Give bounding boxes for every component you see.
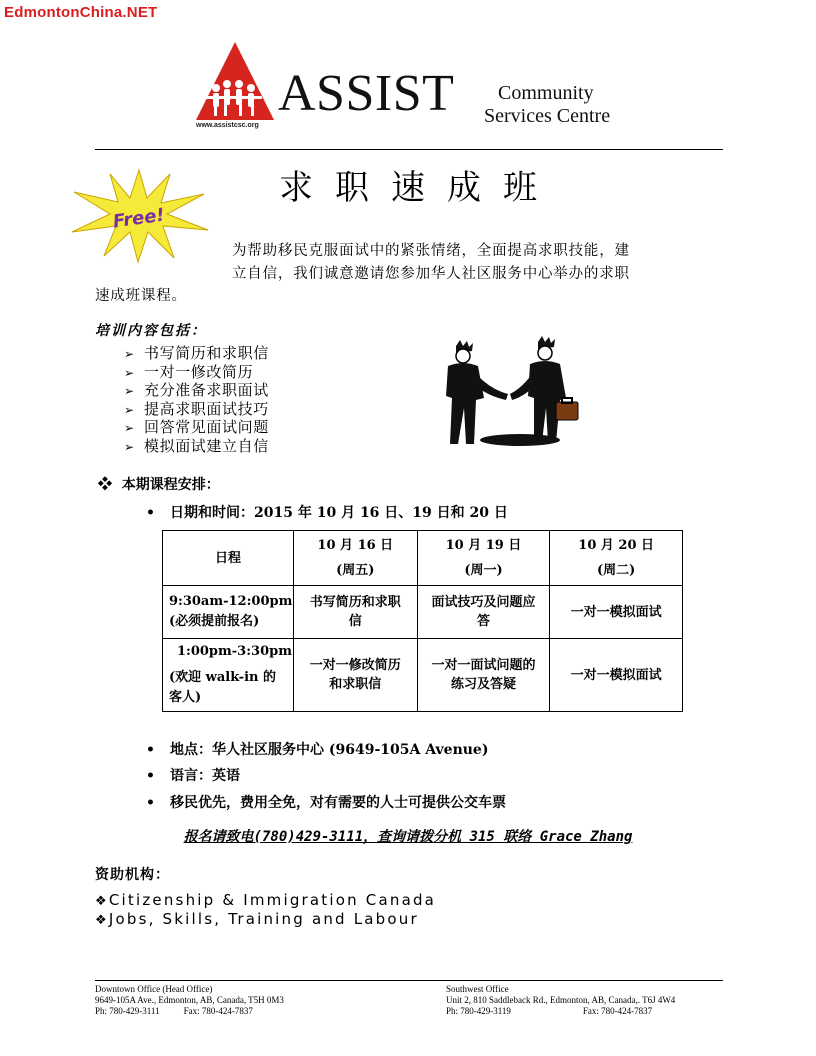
list-item [124,400,269,419]
bullet-dot-icon: • [146,795,155,811]
header-date: 10 月 20 日 [578,538,655,553]
schedule-heading [98,474,220,494]
table-cell-time [163,586,294,639]
table-cell: 一对一面试问题的练习及答疑 [417,639,550,712]
bullet-dot-icon: • [146,742,155,758]
arrow-bullet-icon: ➢ [124,347,135,361]
time-label: 1:00pm-3:30pm [177,644,292,659]
training-item-label: 回答常见面试问题 [144,418,269,437]
list-item [124,418,269,437]
bullet-dot-icon: • [146,505,155,521]
footer-office-title: Downtown Office (Head Office) [95,984,213,994]
table-cell: 书写简历和求职信 [293,586,417,639]
training-item-label: 模拟面试建立自信 [144,436,269,455]
list-item [124,381,269,400]
diamond-bullet-icon: ❖ [98,477,122,493]
schedule-heading-label: 本期课程安排： [121,477,220,493]
starburst-icon [66,168,212,264]
footer-office-phones [446,1006,675,1017]
header-date: 10 月 16 日 [317,538,394,553]
list-item [124,437,269,456]
footer-phone: Ph: 780-429-3111 [95,1006,160,1016]
sponsor-label: Citizenship & Immigration Canada [108,891,437,909]
logo-sub-line1: Community [498,82,594,104]
detail-priority [146,792,506,812]
footer-office-address: Unit 2, 810 Saddleback Rd., Edmonton, AB, Canada,. T6J 4W4 [446,995,676,1005]
detail-language [146,765,240,785]
footer-office-address: 9649-105A Ave., Edmonton, AB, Canada, T5H 0M3 [95,995,284,1005]
table-cell-time [163,639,294,712]
table-row [163,531,683,586]
footer-downtown-office [95,984,284,1017]
free-badge-label: Free! [111,204,166,233]
site-watermark: EdmontonChina.NET [4,4,158,21]
detail-label: 语言：英语 [170,768,240,784]
bullet-dot-icon: • [146,768,155,784]
time-note: (欢迎 walk-in 的客人) [169,670,277,705]
diamond-bullet-icon: ❖ [95,894,109,909]
table-row [163,586,683,639]
table-header-cell [163,531,294,586]
detail-location [146,739,488,759]
logo-wordmark: ASSIST [278,65,455,122]
training-item-label: 书写简历和求职信 [144,344,269,362]
footer-divider [95,980,723,981]
detail-label: 移民优先，费用全免，对有需要的人士可提供公交车票 [170,795,506,811]
sponsors-heading: 资助机构： [95,867,170,883]
free-badge [66,168,212,264]
arrow-bullet-icon: ➢ [124,384,135,399]
list-item [124,363,269,382]
table-cell: 一对一模拟面试 [550,639,683,712]
header-day: (周一) [464,563,503,578]
table-cell: 一对一模拟面试 [550,586,683,639]
header-date: 10 月 19 日 [445,538,522,553]
logo-subtitle [484,82,610,128]
header-label: 日程 [214,550,241,566]
training-heading: 培训内容包括： [95,323,207,339]
footer-southwest-office [446,984,675,1017]
sponsor-label: Jobs, Skills, Training and Labour [108,910,419,928]
handshake-clipart [434,336,594,452]
arrow-bullet-icon: ➢ [124,402,135,417]
time-note: (必须提前报名) [169,614,260,629]
detail-label: 地点：华人社区服务中心 (9649-105A Avenue) [170,742,489,758]
diamond-bullet-icon: ❖ [95,913,109,928]
training-item-label: 一对一修改简历 [144,362,254,381]
training-item-label: 提高求职面试技巧 [144,399,269,418]
intro-line-3: 速成班课程。 [95,288,187,304]
table-header-cell [293,531,417,586]
signup-contact: 报名请致电(780)429-3111，查询请拨分机 315 联络 Grace Zhang [183,829,633,845]
table-cell: 一对一修改简历和求职信 [293,639,417,712]
table-row [163,639,683,712]
logo-sub-line2: Services Centre [484,105,611,127]
header-day: (周二) [597,563,636,578]
header-day: (周五) [336,563,375,578]
list-item [124,344,269,363]
table-header-cell [417,531,550,586]
time-label: 9:30am-12:00pm [169,594,293,609]
arrow-bullet-icon: ➢ [124,421,135,436]
training-item-label: 充分准备求职面试 [144,381,269,400]
logo-url: www.assistcsc.org [196,122,259,129]
dates-line-label: 日期和时间：2015 年 10 月 16 日、19 日和 20 日 [170,505,508,521]
assist-logo [194,38,626,134]
assist-triangle-logo-icon [194,40,276,122]
footer-phone: Ph: 780-429-3119 [446,1006,511,1016]
arrow-bullet-icon: ➢ [124,365,135,380]
footer-office-title: Southwest Office [446,984,509,994]
footer-fax: Fax: 780-424-7837 [582,1006,653,1016]
footer-fax: Fax: 780-424-7837 [183,1006,253,1016]
footer-office-phones [95,1006,284,1017]
dates-line [146,502,508,522]
table-cell: 面试技巧及问题应答 [417,586,550,639]
intro-line-2: 立自信，我们诚意邀请您参加华人社区服务中心举办的求职 [232,266,630,282]
sponsor-item [95,910,419,928]
arrow-bullet-icon: ➢ [124,439,135,454]
intro-line-1: 为帮助移民克服面试中的紧张情绪，全面提高求职技能，建 [232,243,630,259]
table-header-cell [550,531,683,586]
page-title: 求职速成班 [279,168,559,208]
training-list [124,344,269,456]
schedule-table [162,530,683,712]
sponsor-item [95,891,436,909]
header-divider [95,149,723,150]
